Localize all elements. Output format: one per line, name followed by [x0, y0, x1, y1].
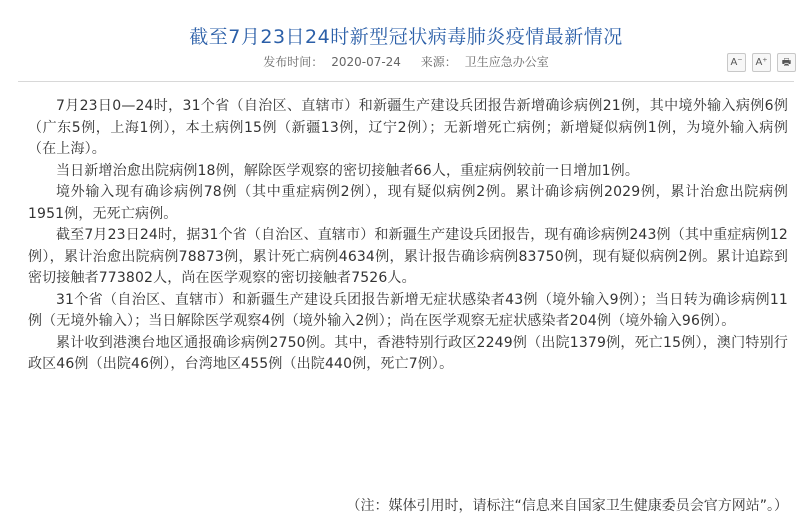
source-info	[417, 55, 553, 69]
publish-date: 2020-07-24	[331, 55, 401, 69]
paragraph-asymptomatic: 31个省（自治区、直辖市）和新疆生产建设兵团报告新增无症状感染者43例（境外输入9例）；当日转为确诊病例11例（无境外输入）；当日解除医学观察4例（境外输入2例）；尚在医学观察无症状感染者204例（境外输入96例）。	[28, 291, 788, 329]
publish-label: 发布时间：	[263, 55, 324, 69]
media-citation-note: （注：媒体引用时，请标注“信息来自国家卫生健康委员会官方网站”。）	[346, 498, 788, 514]
title-divider	[18, 81, 794, 82]
article-body	[28, 96, 788, 376]
paragraph-recoveries: 当日新增治愈出院病例18例，解除医学观察的密切接触者66人，重症病例较前一日增加1例。	[56, 162, 639, 179]
print-icon[interactable]: 🖶	[777, 53, 796, 72]
paragraph-hk-macao-taiwan: 累计收到港澳台地区通报确诊病例2750例。其中，香港特别行政区2249例（出院1379例，死亡15例），澳门特别行政区46例（出院46例），台湾地区455例（出院440例，死亡7例）。	[28, 334, 788, 372]
font-controls	[727, 53, 796, 72]
article-meta	[0, 53, 812, 71]
paragraph-cumulative: 截至7月23日24时，据31个省（自治区、直辖市）和新疆生产建设兵团报告，现有确诊病例243例（其中重症病例12例），累计治愈出院病例78873例，累计死亡病例4634例，累计报告确诊病例83750例，现有疑似病例2例。累计追踪到密切接触者773802人，尚在医学观察的密切接触者7526人。	[28, 227, 788, 286]
article-title: 截至7月23日24时新型冠状病毒肺炎疫情最新情况	[189, 25, 623, 48]
paragraph-imported: 境外输入现有确诊病例78例（其中重症病例2例），现有疑似病例2例。累计确诊病例2029例，累计治愈出院病例1951例，无死亡病例。	[28, 184, 788, 222]
source-name: 卫生应急办公室	[464, 55, 549, 69]
font-decrease-button[interactable]: A⁻	[727, 53, 746, 72]
paragraph-new-cases: 7月23日0—24时，31个省（自治区、直辖市）和新疆生产建设兵团报告新增确诊病例21例，其中境外输入病例6例（广东5例，上海1例），本土病例15例（新疆13例，辽宁2例）；无新增死亡病例；新增疑似病例1例，为境外输入病例（在上海）。	[28, 98, 788, 157]
source-label: 来源：	[420, 55, 457, 69]
publish-date-info	[259, 55, 405, 69]
font-increase-button[interactable]: A⁺	[752, 53, 771, 72]
